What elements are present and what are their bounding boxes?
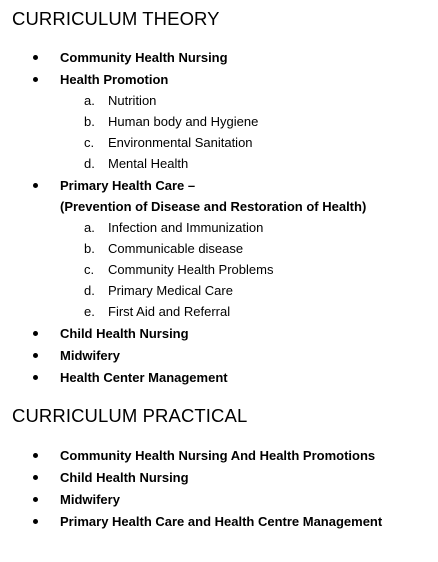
theory-heading: CURRICULUM THEORY bbox=[12, 8, 220, 29]
sub-item-letter: d. bbox=[84, 283, 95, 298]
sub-item-letter: a. bbox=[84, 93, 95, 108]
list-item-label: Midwifery bbox=[60, 348, 120, 363]
list-item-label: Community Health Nursing bbox=[60, 50, 228, 65]
sub-item-label: Infection and Immunization bbox=[108, 220, 264, 235]
sub-item-label: Nutrition bbox=[108, 93, 157, 108]
sub-item-letter: d. bbox=[84, 156, 95, 171]
sub-item-letter: b. bbox=[84, 114, 95, 129]
sub-item-label: Primary Medical Care bbox=[108, 283, 233, 298]
sub-item-letter: c. bbox=[84, 262, 95, 277]
list-item-label: Child Health Nursing bbox=[60, 326, 189, 341]
practical-heading: CURRICULUM PRACTICAL bbox=[12, 405, 248, 426]
sub-item-label: First Aid and Referral bbox=[108, 304, 231, 319]
sub-item-letter: c. bbox=[84, 135, 95, 150]
list-item-label: Community Health Nursing And Health Promotions bbox=[60, 448, 376, 463]
sub-item-label: Communicable disease bbox=[108, 241, 244, 256]
sub-item-label: Environmental Sanitation bbox=[108, 135, 253, 150]
sub-item-label: Mental Health bbox=[108, 156, 189, 171]
sub-item-letter: b. bbox=[84, 241, 95, 256]
list-item-label-continued: (Prevention of Disease and Restoration of Health) bbox=[60, 199, 367, 214]
sub-item-label: Community Health Problems bbox=[108, 262, 274, 277]
sub-item-letter: a. bbox=[84, 220, 95, 235]
list-item-label: Child Health Nursing bbox=[60, 470, 189, 485]
list-item-label: Health Promotion bbox=[60, 72, 169, 87]
list-item-label: Health Center Management bbox=[60, 370, 228, 385]
sub-item-letter: e. bbox=[84, 304, 95, 319]
sub-item-label: Human body and Hygiene bbox=[108, 114, 259, 129]
list-item-label: Primary Health Care – bbox=[60, 178, 196, 193]
list-item-label: Midwifery bbox=[60, 492, 120, 507]
list-item-label: Primary Health Care and Health Centre Management bbox=[60, 514, 383, 529]
